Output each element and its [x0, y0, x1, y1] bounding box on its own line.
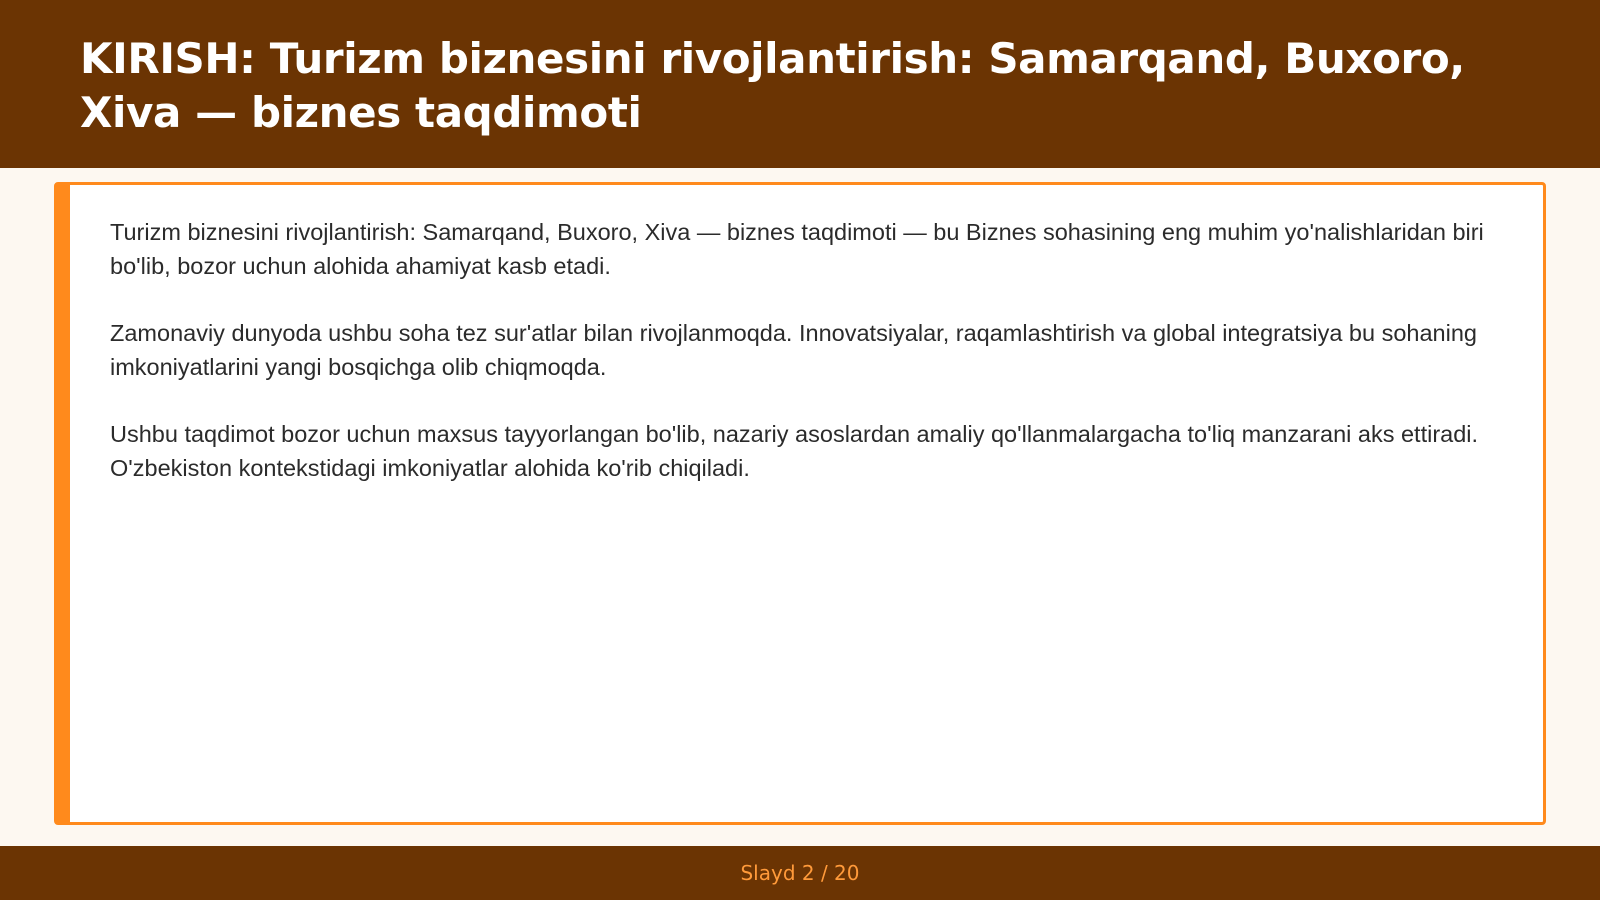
slide-header — [0, 0, 1600, 168]
presentation-scope-paragraph: Ushbu taqdimot bozor uchun maxsus tayyorlangan bo'lib, nazariy asoslardan amaliy qo'llanmalargacha to'liq manzarani aks ettiradi. O'zbekiston kontekstidagi imkoniyatlar alohida ko'rib chiqiladi. — [110, 421, 1479, 481]
slide-title: KIRISH: Turizm biznesini rivojlantirish: Samarqand, Buxoro, Xiva — biznes taqdimoti — [80, 34, 1465, 137]
slide-number: Slayd 2 / 20 — [740, 861, 860, 885]
modern-world-paragraph: Zamonaviy dunyoda ushbu soha tez sur'atlar bilan rivojlanmoqda. Innovatsiyalar, raqamlashtirish va global integratsiya bu sohaning imkoniyatlarini yangi bosqichga olib chiqmoqda. — [110, 320, 1477, 380]
content-card — [54, 182, 1546, 825]
slide-footer — [0, 846, 1600, 900]
intro-paragraph: Turizm biznesini rivojlantirish: Samarqand, Buxoro, Xiva — biznes taqdimoti — bu Biznes sohasining eng muhim yo'nalishlaridan biri bo'lib, bozor uchun alohida ahamiyat kasb etadi. — [110, 219, 1484, 279]
